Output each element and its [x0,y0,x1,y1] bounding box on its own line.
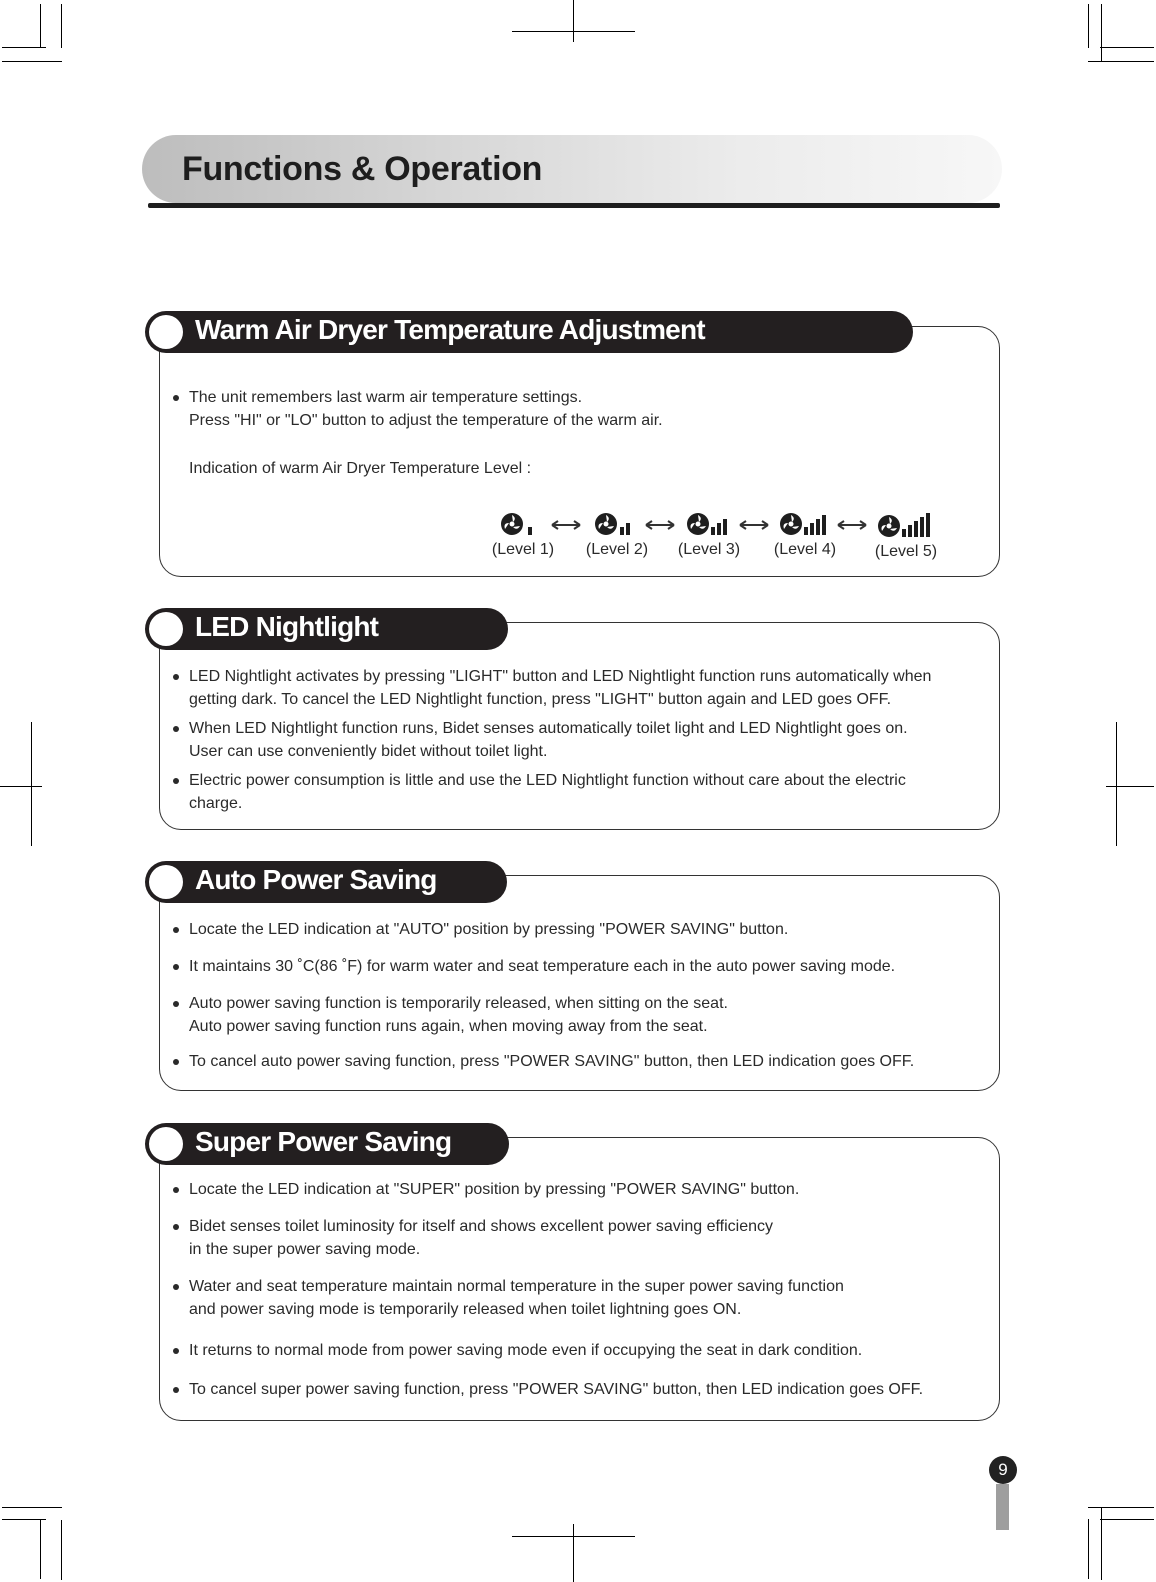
title-underline [148,203,1000,208]
list-item [171,717,994,763]
list-item [171,1178,994,1201]
item-text: Locate the LED indication at "SUPER" position by pressing "POWER SAVING" button. [189,1181,800,1198]
list-item [171,386,994,432]
section-heading-pill [145,311,913,353]
crop-mark [1106,786,1154,787]
crop-mark [1116,722,1117,846]
fan-level-4-icon [777,511,833,537]
crop-mark [2,1507,62,1508]
crop-mark [2,61,62,62]
crop-mark [1100,47,1154,48]
item-list [171,386,994,480]
list-item [171,769,994,815]
item-text: Auto power saving function is temporarily released, when sitting on the seat. [189,995,728,1012]
item-list [171,918,994,1073]
crop-mark [573,1524,574,1582]
list-item [171,1378,994,1401]
list-item [171,955,994,978]
heading-circle-icon [149,1127,183,1161]
crop-mark [31,722,32,846]
item-text: Press "HI" or "LO" button to adjust the temperature of the warm air. [189,412,663,429]
list-item [171,1275,994,1321]
level-caption: (Level 5) [874,543,938,560]
list-item [171,1215,994,1261]
list-item [171,665,994,711]
item-text: It maintains 30 ˚C(86 ˚F) for warm water and seat temperature each in the auto power saving mode. [189,958,896,975]
list-item [171,457,994,480]
item-text: User can use conveniently bidet without toilet light. [189,743,548,760]
section-super-power-saving [145,1123,1000,1421]
item-text: The unit remembers last warm air temperature settings. [189,389,583,406]
crop-mark [1088,61,1154,62]
item-text: LED Nightlight activates by pressing "LIGHT" button and LED Nightlight function runs automatically when [189,668,932,685]
crop-mark [2,47,46,48]
heading-circle-icon [149,865,183,899]
item-text: Electric power consumption is little and use the LED Nightlight function without care about the electric [189,772,906,789]
crop-mark [1088,1519,1089,1579]
item-text: It returns to normal mode from power saving mode even if occupying the seat in dark condition. [189,1342,863,1359]
item-list [171,1178,994,1401]
item-text: Water and seat temperature maintain normal temperature in the super power saving function [189,1278,844,1295]
fan-level-3-icon [684,511,734,537]
heading-circle-icon [149,612,183,646]
crop-mark [1088,4,1089,48]
section-auto-power-saving [145,861,1000,1091]
indication-label: Indication of warm Air Dryer Temperature Level : [189,460,532,477]
section-heading: Auto Power Saving [195,864,437,895]
section-heading: Warm Air Dryer Temperature Adjustment [195,314,705,345]
crop-mark [40,1519,41,1579]
section-heading-pill [145,861,507,903]
item-text: and power saving mode is temporarily released when toilet lightning goes ON. [189,1301,742,1318]
crop-mark [61,1520,62,1580]
section-heading: LED Nightlight [195,611,379,642]
level-caption: (Level 1) [491,541,555,558]
item-list [171,665,994,815]
level-5 [858,511,954,561]
crop-mark [61,4,62,48]
section-heading-pill [145,608,508,650]
crop-mark [0,786,42,787]
item-text: When LED Nightlight function runs, Bidet senses automatically toilet light and LED Nightlight goes on. [189,720,908,737]
item-text: charge. [189,795,243,812]
fan-level-1-icon [498,511,548,537]
fan-level-2-icon [592,511,642,537]
page-edge-tab [996,1484,1009,1530]
page-title: Functions & Operation [182,150,543,188]
crop-mark [1088,1507,1154,1508]
heading-circle-icon [149,315,183,349]
fan-level-5-icon [875,511,937,539]
list-item [171,918,994,941]
page-number: 9 [989,1456,1017,1484]
item-text: Auto power saving function runs again, when moving away from the seat. [189,1018,708,1035]
item-text: Bidet senses toilet luminosity for itself and shows excellent power saving efficiency [189,1218,773,1235]
item-text: getting dark. To cancel the LED Nightlight function, press "LIGHT" button again and LED goes OFF. [189,691,892,708]
level-caption: (Level 3) [677,541,741,558]
section-heading-pill [145,1123,509,1165]
level-caption: (Level 2) [585,541,649,558]
level-caption: (Level 4) [773,541,837,558]
crop-mark [573,0,574,42]
crop-mark [1101,4,1102,62]
crop-mark [40,4,41,48]
item-text: Locate the LED indication at "AUTO" position by pressing "POWER SAVING" button. [189,921,789,938]
section-dryer-temperature [145,311,1000,577]
section-led-nightlight [145,608,1000,830]
crop-mark [1101,1508,1102,1580]
list-item [171,1339,994,1362]
list-item [171,1050,994,1073]
item-text: in the super power saving mode. [189,1241,421,1258]
item-text: To cancel super power saving function, press "POWER SAVING" button, then LED indication goes OFF. [189,1381,924,1398]
temperature-levels [490,511,950,571]
section-heading: Super Power Saving [195,1126,452,1157]
item-text: To cancel auto power saving function, press "POWER SAVING" button, then LED indication goes OFF. [189,1053,915,1070]
list-item [171,992,994,1038]
crop-mark [1100,1519,1154,1520]
